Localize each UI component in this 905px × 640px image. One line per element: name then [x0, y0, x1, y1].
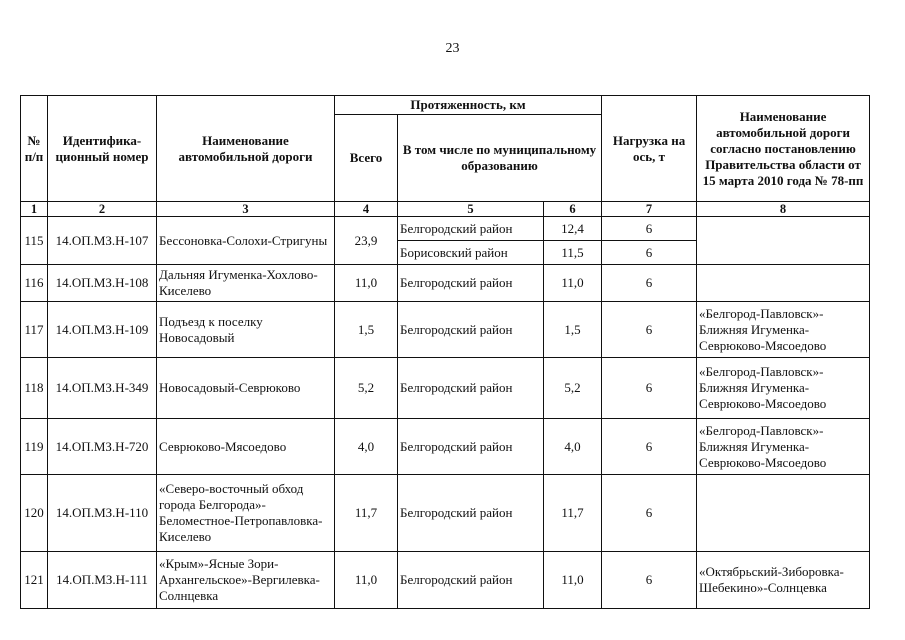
row-district-km: 1,5 [544, 302, 602, 358]
row-axle-load: 6 [602, 217, 697, 241]
row-id: 14.ОП.МЗ.Н-720 [48, 419, 157, 475]
row-district-km: 11,0 [544, 552, 602, 609]
row-decree-name [697, 475, 870, 552]
row-num: 116 [21, 265, 48, 302]
table-row [21, 358, 870, 419]
row-district-km: 12,4 [544, 217, 602, 241]
column-number: 8 [697, 202, 870, 217]
row-decree-name: «Белгород-Павловск»-Ближняя Игуменка-Севрюково-Мясоедово [697, 419, 870, 475]
row-total: 11,0 [335, 265, 398, 302]
row-axle-load: 6 [602, 552, 697, 609]
row-district-km: 4,0 [544, 419, 602, 475]
row-total: 23,9 [335, 217, 398, 265]
row-decree-name: «Белгород-Павловск»-Ближняя Игуменка-Севрюково-Мясоедово [697, 358, 870, 419]
column-numbers-row [21, 202, 870, 217]
column-number: 2 [48, 202, 157, 217]
row-total: 4,0 [335, 419, 398, 475]
row-district: Белгородский район [398, 419, 544, 475]
header-decree-name: Наименование автомобильной дороги согласно постановлению Правительства области от 15 марта 2010 года № 78-пп [697, 96, 870, 202]
row-num: 119 [21, 419, 48, 475]
row-num: 118 [21, 358, 48, 419]
table-row [21, 419, 870, 475]
row-id: 14.ОП.МЗ.Н-108 [48, 265, 157, 302]
header-axle-load: Нагрузка на ось, т [602, 96, 697, 202]
row-district-km: 11,5 [544, 241, 602, 265]
table-row [21, 475, 870, 552]
row-num: 115 [21, 217, 48, 265]
row-road-name: «Крым»-Ясные Зори-Архангельское»-Вергилевка-Солнцевка [157, 552, 335, 609]
row-num: 121 [21, 552, 48, 609]
row-id: 14.ОП.МЗ.Н-349 [48, 358, 157, 419]
row-district: Белгородский район [398, 358, 544, 419]
row-district: Белгородский район [398, 552, 544, 609]
header-total: Всего [335, 115, 398, 202]
header-length: Протяженность, км [335, 96, 602, 115]
table-row [21, 302, 870, 358]
row-id: 14.ОП.МЗ.Н-107 [48, 217, 157, 265]
row-axle-load: 6 [602, 241, 697, 265]
row-road-name: Дальняя Игуменка-Хохлово-Киселево [157, 265, 335, 302]
table-header [21, 96, 870, 217]
row-district: Белгородский район [398, 217, 544, 241]
row-road-name: Подъезд к поселку Новосадовый [157, 302, 335, 358]
row-district: Борисовский район [398, 241, 544, 265]
row-road-name: Бессоновка-Солохи-Стригуны [157, 217, 335, 265]
row-district-km: 11,7 [544, 475, 602, 552]
row-road-name: Севрюково-Мясоедово [157, 419, 335, 475]
row-axle-load: 6 [602, 302, 697, 358]
row-num: 120 [21, 475, 48, 552]
row-district-km: 11,0 [544, 265, 602, 302]
row-decree-name: «Белгород-Павловск»-Ближняя Игуменка-Севрюково-Мясоедово [697, 302, 870, 358]
row-id: 14.ОП.МЗ.Н-110 [48, 475, 157, 552]
row-road-name: Новосадовый-Севрюково [157, 358, 335, 419]
row-axle-load: 6 [602, 475, 697, 552]
header-road-name: Наименование автомобильной дороги [157, 96, 335, 202]
row-id: 14.ОП.МЗ.Н-109 [48, 302, 157, 358]
column-number: 7 [602, 202, 697, 217]
row-district: Белгородский район [398, 302, 544, 358]
row-total: 11,0 [335, 552, 398, 609]
column-number: 5 [398, 202, 544, 217]
table-row [21, 265, 870, 302]
row-axle-load: 6 [602, 419, 697, 475]
header-municipal: В том числе по муниципальному образованию [398, 115, 602, 202]
row-district: Белгородский район [398, 265, 544, 302]
row-id: 14.ОП.МЗ.Н-111 [48, 552, 157, 609]
roads-table [20, 95, 870, 609]
column-number: 3 [157, 202, 335, 217]
table-body [21, 217, 870, 609]
row-axle-load: 6 [602, 265, 697, 302]
column-number: 6 [544, 202, 602, 217]
table-row [21, 217, 870, 241]
column-number: 1 [21, 202, 48, 217]
row-total: 5,2 [335, 358, 398, 419]
header-id: Идентифика-ционный номер [48, 96, 157, 202]
table-row [21, 552, 870, 609]
row-district-km: 5,2 [544, 358, 602, 419]
row-road-name: «Северо-восточный обход города Белгорода»-Беломестное-Петропавловка-Киселево [157, 475, 335, 552]
row-total: 1,5 [335, 302, 398, 358]
column-number: 4 [335, 202, 398, 217]
row-axle-load: 6 [602, 358, 697, 419]
header-num: № п/п [21, 96, 48, 202]
row-decree-name [697, 265, 870, 302]
row-district: Белгородский район [398, 475, 544, 552]
row-decree-name: «Октябрьский-Зиборовка-Шебекино»-Солнцевка [697, 552, 870, 609]
row-total: 11,7 [335, 475, 398, 552]
page-number: 23 [445, 41, 460, 56]
row-num: 117 [21, 302, 48, 358]
row-decree-name [697, 217, 870, 265]
